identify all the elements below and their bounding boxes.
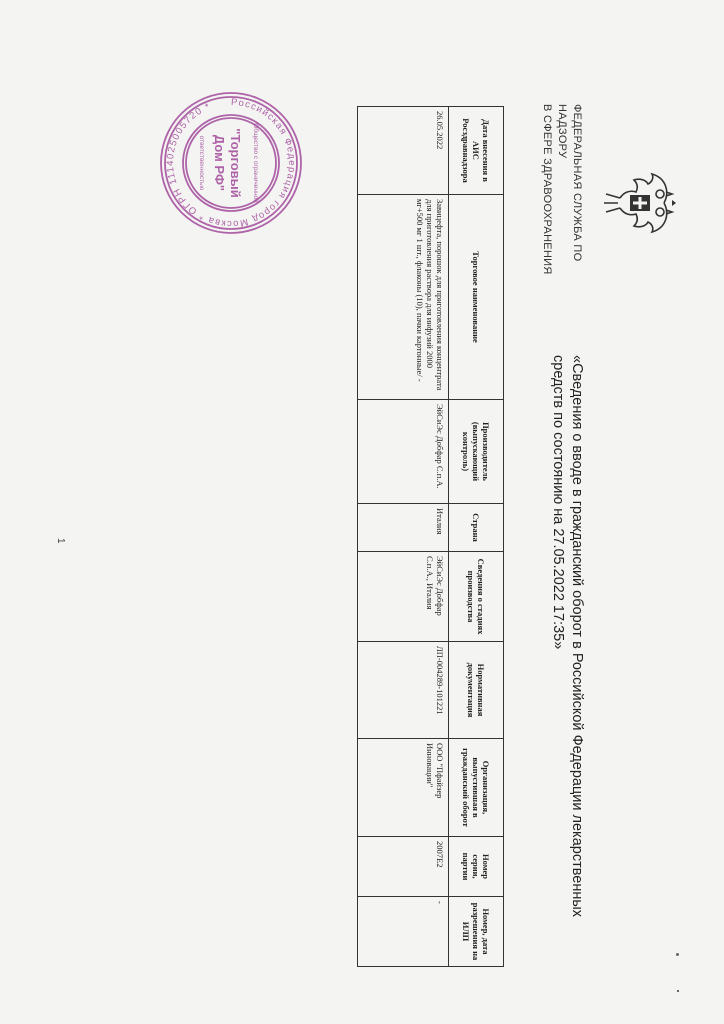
cell-normative-docs: ЛП-004289-101221	[358, 642, 449, 739]
document-title	[548, 355, 586, 995]
header-date: Дата внесения в АИС Росздравнадзора	[449, 107, 504, 195]
header-batch-number: Номер серии, партии	[449, 837, 504, 897]
document-title-line-1: «Сведения о вводе в гражданский оборот в Российской Федерации лекарственных	[569, 355, 585, 918]
header-normative-docs: Нормативная документация	[449, 642, 504, 739]
stamp-ring-text: Российская Федерация город Москва * ОГРН 1114025005720 *	[164, 96, 298, 230]
header-trade-name: Торговое наименование	[449, 195, 504, 400]
cell-production-stages: ЭйСиЭс Добфар С.п.А., Италия	[358, 552, 449, 642]
scan-mark	[676, 953, 679, 956]
table-row	[358, 107, 449, 967]
cell-country: Италия	[358, 504, 449, 552]
table-header-row	[449, 107, 504, 967]
cell-manufacturer: ЭйСиЭс Добфар С.п.А.	[358, 400, 449, 504]
agency-name-line-2: В СФЕРЕ ЗДРАВООХРАНЕНИЯ	[541, 104, 553, 275]
agency-name	[539, 104, 584, 314]
cell-permit: -	[358, 897, 449, 967]
company-seal-stamp	[156, 88, 306, 238]
scan-mark	[677, 990, 679, 992]
header-production-stages: Сведения о стадиях производства	[449, 552, 504, 642]
document-title-line-2: средств по состоянию на 27.05.2022 17:35»	[550, 355, 566, 650]
cell-date: 26.05.2022	[358, 107, 449, 195]
stamp-inner-top: Общество с ограниченной	[252, 123, 259, 203]
stamp-inner-mid2: Дом РФ"	[212, 134, 227, 192]
cell-trade-name: Завицефта, порошок для приготовления концентрата для приготовления раствора для инфузий 2000 мг+500 мг 1 шт., флаконы (10), пачки картонные/ -	[358, 195, 449, 400]
agency-name-line-1: ФЕДЕРАЛЬНАЯ СЛУЖБА ПО НАДЗОРУ	[556, 104, 583, 262]
header-releasing-org: Организация, выпустившая в гражданский оборот	[449, 739, 504, 837]
stamp-inner-bottom: ответственностью	[198, 135, 205, 191]
stamp-inner-mid1: "Торговый	[228, 128, 243, 198]
page-number: 1	[55, 538, 66, 544]
header-country: Страна	[449, 504, 504, 552]
cell-releasing-org: ООО "Пфайзер Инновации"	[358, 739, 449, 837]
cell-batch-number: 2007E2	[358, 837, 449, 897]
coat-of-arms-emblem	[596, 168, 676, 238]
header-permit: Номер, дата разрешения на ИЛП	[449, 897, 504, 967]
header-manufacturer: Производитель (выпускающий контроль)	[449, 400, 504, 504]
registry-table	[357, 106, 504, 967]
